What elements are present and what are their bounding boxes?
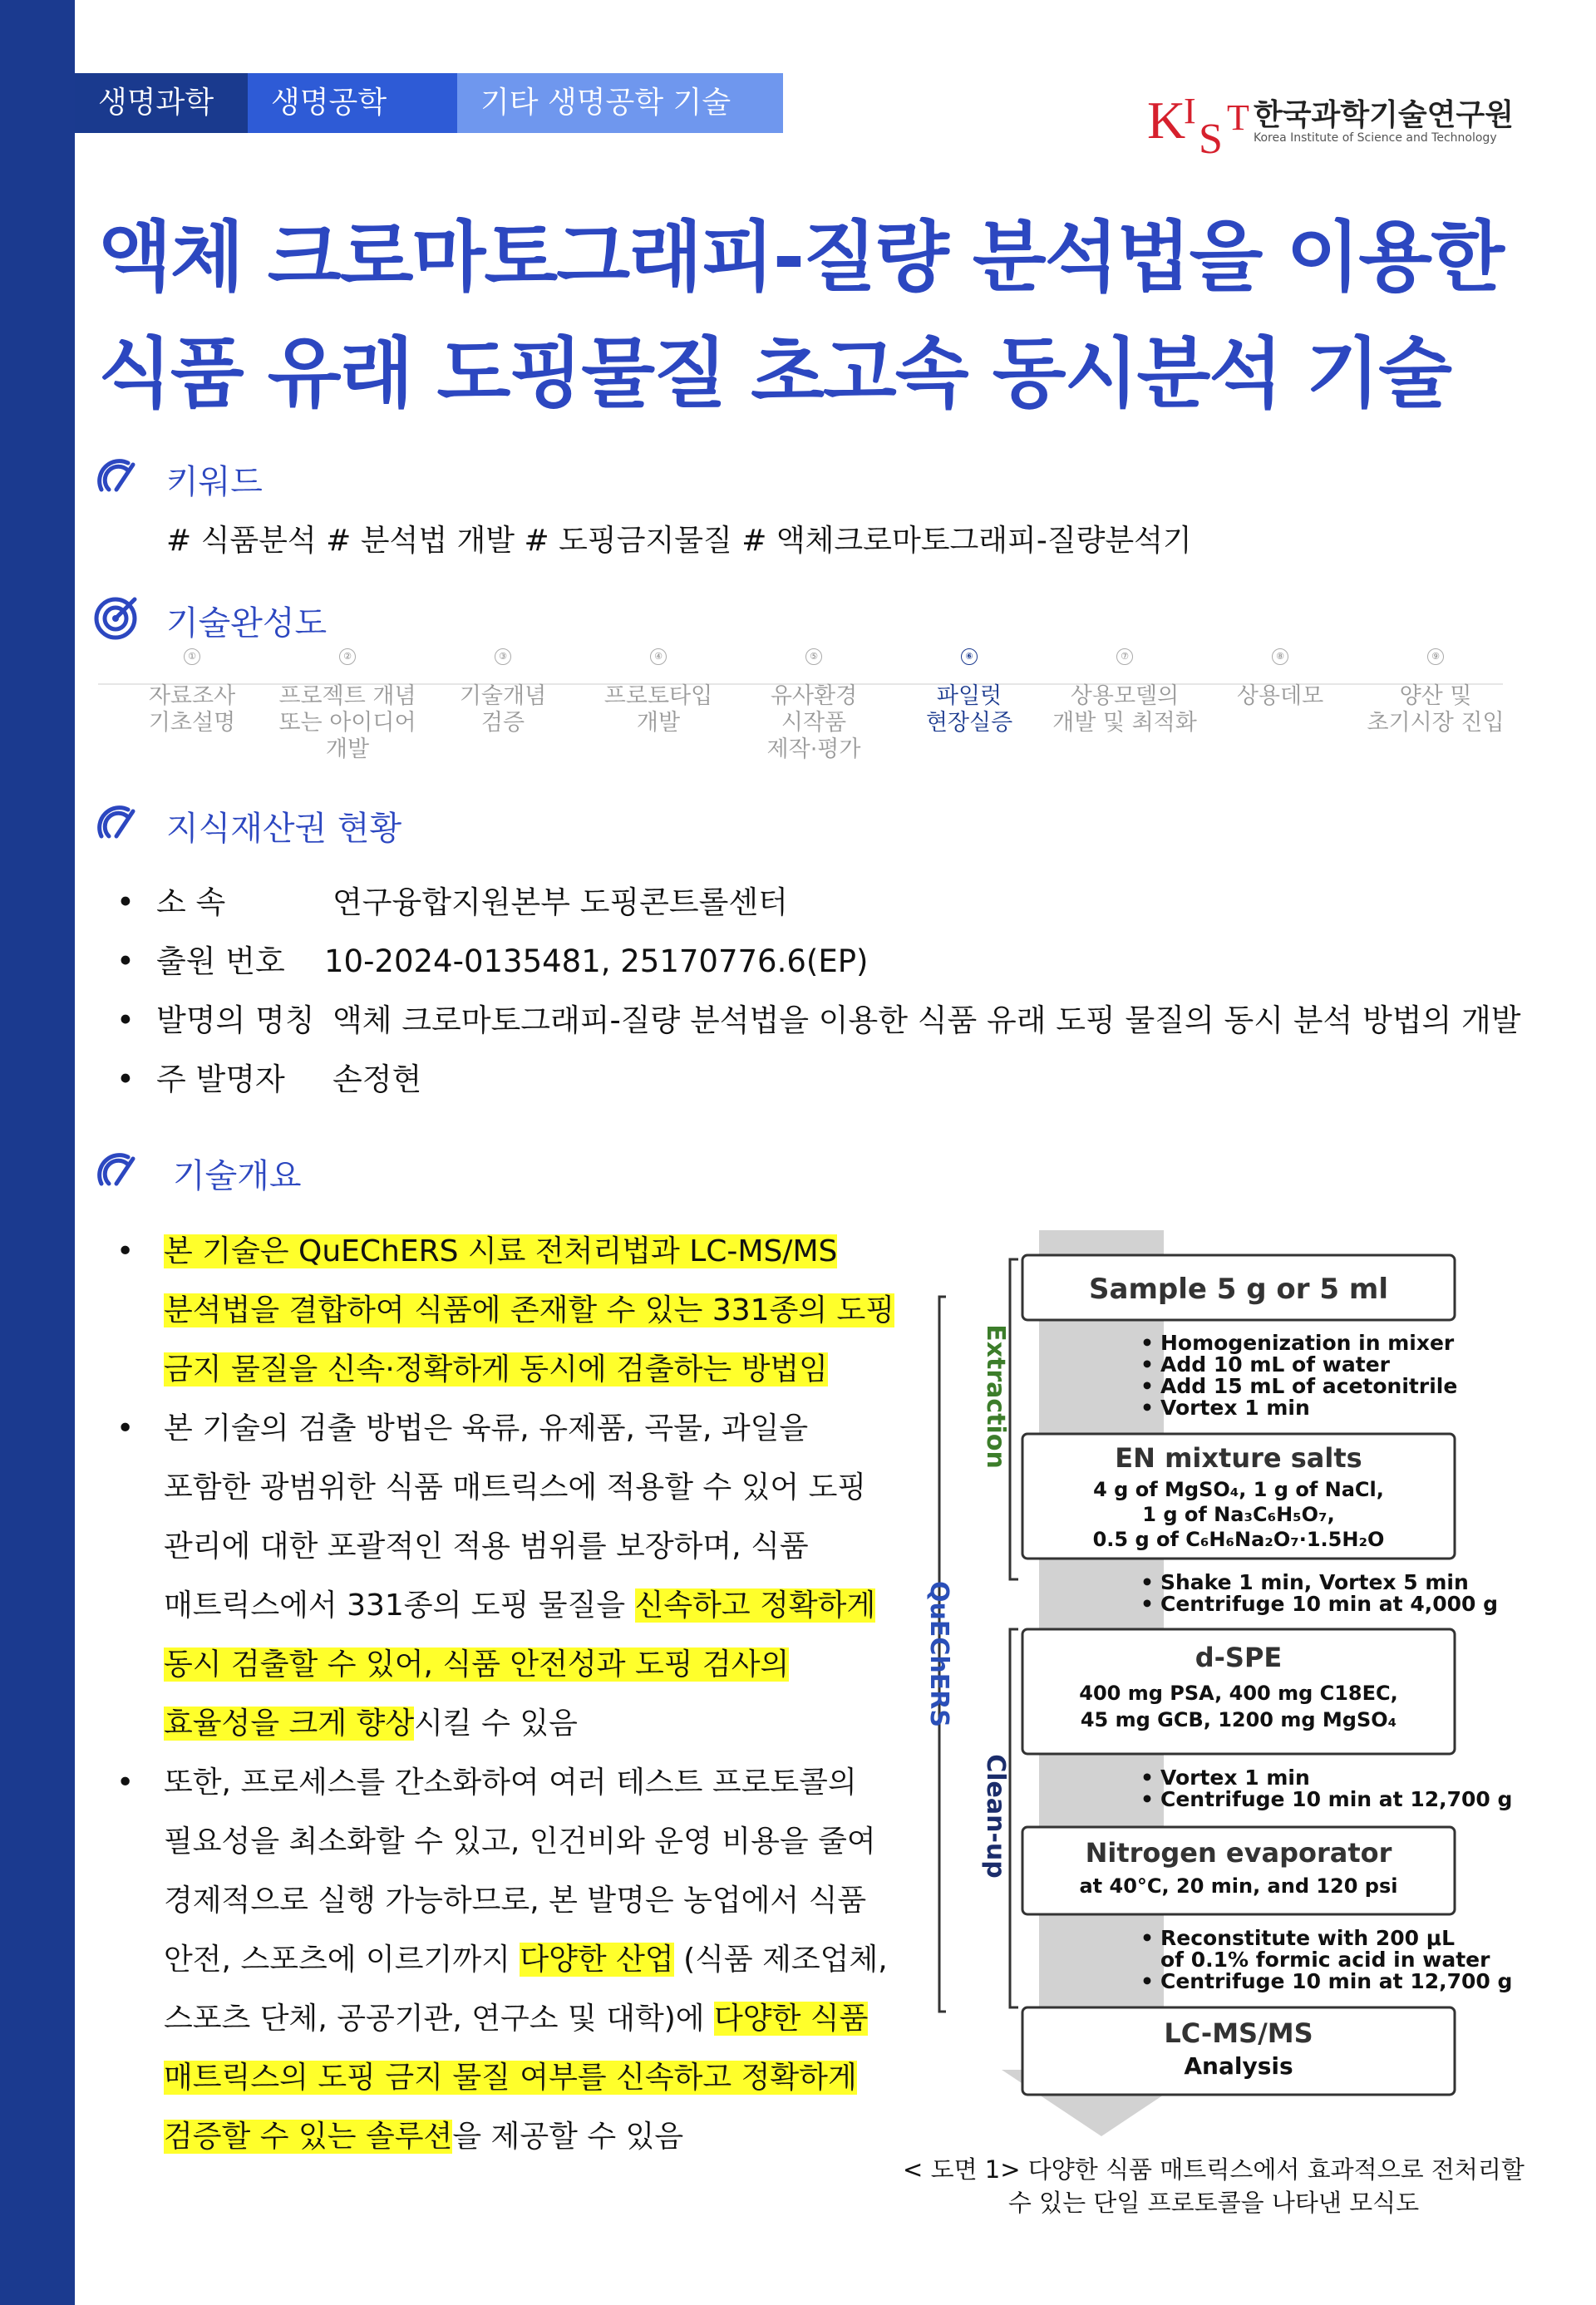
bullet-dot: • <box>116 1766 135 1800</box>
ip-key: 주 발명자 <box>156 1061 285 1097</box>
bullet-dot: • <box>116 1234 135 1268</box>
bullet-dot: • <box>1140 1592 1154 1616</box>
category-tag-biotech: 생명공학 <box>248 73 457 133</box>
shake-step: Shake 1 min, Vortex 5 min <box>1160 1570 1469 1594</box>
quechers-label: QuEChERS <box>924 1581 953 1727</box>
bullet-dot: • <box>1140 1969 1154 1993</box>
lcms-title: LC-MS/MS <box>1164 2017 1313 2049</box>
extraction-steps <box>1140 1331 1457 1420</box>
left-sidebar-bar <box>0 0 75 2305</box>
maturity-step-label: 자료조사 기초설명 <box>148 683 236 736</box>
overview-line <box>164 1281 906 1340</box>
overview-line <box>164 1340 906 1399</box>
maturity-step <box>1358 648 1513 736</box>
overview-line <box>164 1576 906 1635</box>
en-salts-line: 1 g of Na₃C₆H₅O₇, <box>1142 1503 1335 1526</box>
vortex-steps <box>1140 1766 1512 1811</box>
overview-text-segment: 경제적으로 실행 가능하므로, 본 발명은 농업에서 식품 <box>164 1884 867 1918</box>
overview-bullet-item <box>116 1222 906 1399</box>
reconstitute-step: of 0.1% formic acid in water <box>1160 1948 1490 1972</box>
highlighted-text: 매트릭스의 도핑 금지 물질 여부를 신속하고 정확하게 <box>164 2061 857 2095</box>
maturity-section-title: 기술완성도 <box>166 604 328 643</box>
highlighted-text: 신속하고 정확하게 <box>634 1588 876 1623</box>
maturity-step-label: 상용모델의 개발 및 최적화 <box>1052 683 1197 736</box>
keyword-section-icon <box>93 453 140 500</box>
bullet-dot: • <box>1140 1766 1154 1790</box>
category-tag-other-biotech: 기타 생명공학 기술 <box>457 73 783 133</box>
title-line-1: 액체 크로마토그래피-질량 분석법을 이용한 <box>98 213 1503 302</box>
ip-key: 출원 번호 <box>156 943 285 979</box>
overview-section-title: 기술개요 <box>173 1157 302 1195</box>
extraction-step: Vortex 1 min <box>1160 1396 1310 1420</box>
maturity-step-label: 기술개념 검증 <box>459 683 547 736</box>
overview-section-icon <box>93 1147 140 1194</box>
en-salts-line: 4 g of MgSO₄, 1 g of NaCl, <box>1093 1478 1384 1501</box>
overview-text-segment: 스포츠 단체, 공공기관, 연구소 및 대학)에 <box>164 2002 715 2036</box>
highlighted-text: 본 기술은 QuEChERS 시료 전처리법과 LC-MS/MS <box>164 1234 838 1268</box>
extraction-label: Extraction <box>981 1324 1010 1469</box>
cleanup-bracket <box>1010 1629 1018 2007</box>
caption-line-2: 수 있는 단일 프로토콜을 나타낸 모식도 <box>1007 2189 1420 2217</box>
overview-text-segment: 을 제공할 수 있음 <box>452 2120 684 2154</box>
maturity-step <box>1203 648 1357 710</box>
overview-line <box>164 1694 906 1753</box>
category-tag-life-science: 생명과학 <box>75 73 248 133</box>
extraction-step: Add 15 mL of acetonitrile <box>1160 1374 1458 1398</box>
vortex-step: Vortex 1 min <box>1160 1766 1310 1790</box>
title-line-2: 식품 유래 도핑물질 초고속 동시분석 기술 <box>98 329 1451 418</box>
maturity-step <box>270 648 425 763</box>
overview-line <box>164 1399 906 1458</box>
overview-line <box>164 2107 906 2166</box>
maturity-step <box>115 648 269 736</box>
nitrogen-line: at 40°C, 20 min, and 120 psi <box>1079 1874 1398 1898</box>
vortex-step: Centrifuge 10 min at 12,700 g <box>1160 1787 1513 1811</box>
reconstitute-step: Reconstitute with 200 μL <box>1160 1926 1456 1950</box>
maturity-step-label: 양산 및 초기시장 진입 <box>1367 683 1505 736</box>
overview-text-segment: 매트릭스에서 331종의 도핑 물질을 <box>164 1588 635 1623</box>
dspe-title: d-SPE <box>1195 1642 1283 1673</box>
ip-section-icon <box>93 800 140 846</box>
overview-text-segment: 안전, 스포츠에 이르기까지 <box>164 1943 520 1977</box>
ip-row-affiliation: • 소 속 연구융합지원본부 도핑콘트롤센터 <box>116 873 1530 932</box>
maturity-step-label: 유사환경 시작품 제작·평가 <box>766 683 861 762</box>
highlighted-text: 동시 검출할 수 있어, 식품 안전성과 도핑 검사의 <box>164 1647 790 1682</box>
overview-line <box>164 1517 906 1576</box>
en-salts-title: EN mixture salts <box>1115 1442 1362 1474</box>
page-title <box>98 199 1578 432</box>
maturity-step-number: ⑥ <box>961 648 978 665</box>
overview-text-segment: 포함한 광범위한 식품 매트릭스에 적용할 수 있어 도핑 <box>164 1470 867 1505</box>
maturity-step-label: 상용데모 <box>1236 683 1324 709</box>
maturity-step-number: ① <box>184 648 200 665</box>
dspe-line: 400 mg PSA, 400 mg C18EC, <box>1079 1682 1398 1705</box>
maturity-step-label: 프로토타입 개발 <box>603 683 713 736</box>
highlighted-text: 금지 물질을 신속·정확하게 동시에 검출하는 방법임 <box>164 1352 828 1386</box>
bullet-dot: • <box>1140 1926 1154 1950</box>
ip-value: 연구융합지원본부 도핑콘트롤센터 <box>332 884 788 920</box>
dspe-line: 45 mg GCB, 1200 mg MgSO₄ <box>1080 1708 1397 1731</box>
shake-steps <box>1140 1570 1498 1616</box>
overview-line <box>164 1753 906 1812</box>
cleanup-label: Clean-up <box>981 1754 1010 1879</box>
reconstitute-steps <box>1140 1926 1512 1993</box>
highlighted-text: 검증할 수 있는 솔루션 <box>164 2120 453 2154</box>
keyword-list: # 식품분석 # 분석법 개발 # 도핑금지물질 # 액체크로마토그래피-질량분석기 <box>166 524 1192 558</box>
maturity-step <box>1047 648 1202 736</box>
overview-text-segment: 또한, 프로세스를 간소화하여 여러 테스트 프로토콜의 <box>164 1766 857 1800</box>
highlighted-text: 분석법을 결합하여 식품에 존재할 수 있는 331종의 도핑 <box>164 1293 895 1327</box>
shake-step: Centrifuge 10 min at 4,000 g <box>1160 1592 1498 1616</box>
sample-box-text: Sample 5 g or 5 ml <box>1089 1273 1388 1306</box>
ip-section-title: 지식재산권 현황 <box>166 810 402 848</box>
ip-list <box>116 873 1530 1109</box>
bullet-dot: • <box>1140 1396 1154 1420</box>
logo-english-name: Korea Institute of Science and Technology <box>1254 131 1497 145</box>
overview-line <box>164 1222 906 1281</box>
ip-row-invention-title: • 발명의 명칭 액체 크로마토그래피-질량 분석법을 이용한 식품 유래 도핑 물질의 동시 분석 방법의 개발 <box>116 991 1530 1050</box>
extraction-bracket <box>1010 1259 1018 1579</box>
bullet-dot: • <box>1140 1787 1154 1811</box>
maturity-step-number: ⑦ <box>1116 648 1133 665</box>
kist-logo <box>1147 80 1514 163</box>
overview-text-segment: (식품 제조업체, <box>673 1943 888 1977</box>
maturity-step <box>736 648 891 763</box>
overview-line <box>164 1930 906 1989</box>
maturity-step <box>892 648 1047 736</box>
reconstitute-step: Centrifuge 10 min at 12,700 g <box>1160 1969 1513 1993</box>
overview-text-segment: 시킬 수 있음 <box>414 1707 578 1741</box>
maturity-step-number: ⑧ <box>1272 648 1288 665</box>
figure-caption <box>898 2153 1530 2219</box>
nitrogen-title: Nitrogen evaporator <box>1085 1837 1392 1869</box>
kist-logo-mark <box>1147 80 1249 163</box>
overview-text <box>116 1222 906 2166</box>
maturity-step-number: ③ <box>495 648 511 665</box>
extraction-step: Add 10 mL of water <box>1160 1352 1390 1377</box>
maturity-step <box>426 648 580 736</box>
overview-line <box>164 1635 906 1694</box>
ip-row-inventor: • 주 발명자 손정현 <box>116 1050 1530 1109</box>
overview-line <box>164 2048 906 2107</box>
overview-line <box>164 1871 906 1930</box>
highlighted-text: 효율성을 크게 향상 <box>164 1707 415 1741</box>
en-salts-line: 0.5 g of C₆H₆Na₂O₇·1.5H₂O <box>1092 1528 1385 1551</box>
ip-key: 발명의 명칭 <box>156 1002 315 1038</box>
overview-text-segment: 관리에 대한 포괄적인 적용 범위를 보장하며, 식품 <box>164 1529 809 1564</box>
maturity-step-label: 프로젝트 개념 또는 아이디어 개발 <box>278 683 416 762</box>
keyword-section-title: 키워드 <box>166 463 263 501</box>
overview-bullet-item <box>116 1399 906 1753</box>
overview-line <box>164 1458 906 1517</box>
overview-text-segment: 필요성을 최소화할 수 있고, 인건비와 운영 비용을 줄여 <box>164 1825 876 1859</box>
maturity-step-number: ⑤ <box>805 648 822 665</box>
caption-line-1: < 도면 1> 다양한 식품 매트릭스에서 효과적으로 전처리할 <box>903 2155 1525 2184</box>
overview-line <box>164 1989 906 2048</box>
lcms-line: Analysis <box>1184 2052 1293 2080</box>
maturity-step-number: ② <box>339 648 356 665</box>
bullet-dot: • <box>116 1411 135 1446</box>
maturity-step-label: 파일럿 현장실증 <box>925 683 1013 736</box>
ip-key: 소 속 <box>156 884 226 920</box>
bullet-dot: • <box>1140 1374 1154 1398</box>
bullet-dot: • <box>1140 1570 1154 1594</box>
svg-text:T: T <box>1227 97 1249 138</box>
maturity-step <box>581 648 736 736</box>
maturity-step-number: ④ <box>650 648 667 665</box>
svg-text:K: K <box>1147 91 1186 150</box>
overview-text-segment: 본 기술의 검출 방법은 육류, 유제품, 곡물, 과일을 <box>164 1411 809 1446</box>
ip-value: 10-2024-0135481, 25170776.6(EP) <box>324 943 869 979</box>
bullet-dot: • <box>1140 1352 1154 1377</box>
maturity-steps <box>98 648 1503 773</box>
overview-line <box>164 1812 906 1871</box>
maturity-step-number: ⑨ <box>1427 648 1444 665</box>
ip-value: 액체 크로마토그래피-질량 분석법을 이용한 식품 유래 도핑 물질의 동시 분석 방법의 개발 <box>332 1002 1521 1038</box>
highlighted-text: 다양한 식품 <box>714 2002 869 2036</box>
ip-row-application-number: • 출원 번호 10-2024-0135481, 25170776.6(EP) <box>116 932 1530 991</box>
overview-bullet-item <box>116 1753 906 2166</box>
logo-korean-name: 한국과학기술연구원 <box>1254 98 1514 132</box>
ip-value: 손정현 <box>332 1061 422 1097</box>
bullet-dot: • <box>1140 1331 1154 1355</box>
svg-text:S: S <box>1199 116 1223 163</box>
svg-text:I: I <box>1184 91 1196 131</box>
highlighted-text: 다양한 산업 <box>520 1943 674 1977</box>
target-icon <box>93 594 140 641</box>
quechers-workflow-diagram <box>906 1230 1521 2170</box>
extraction-step: Homogenization in mixer <box>1160 1331 1455 1355</box>
